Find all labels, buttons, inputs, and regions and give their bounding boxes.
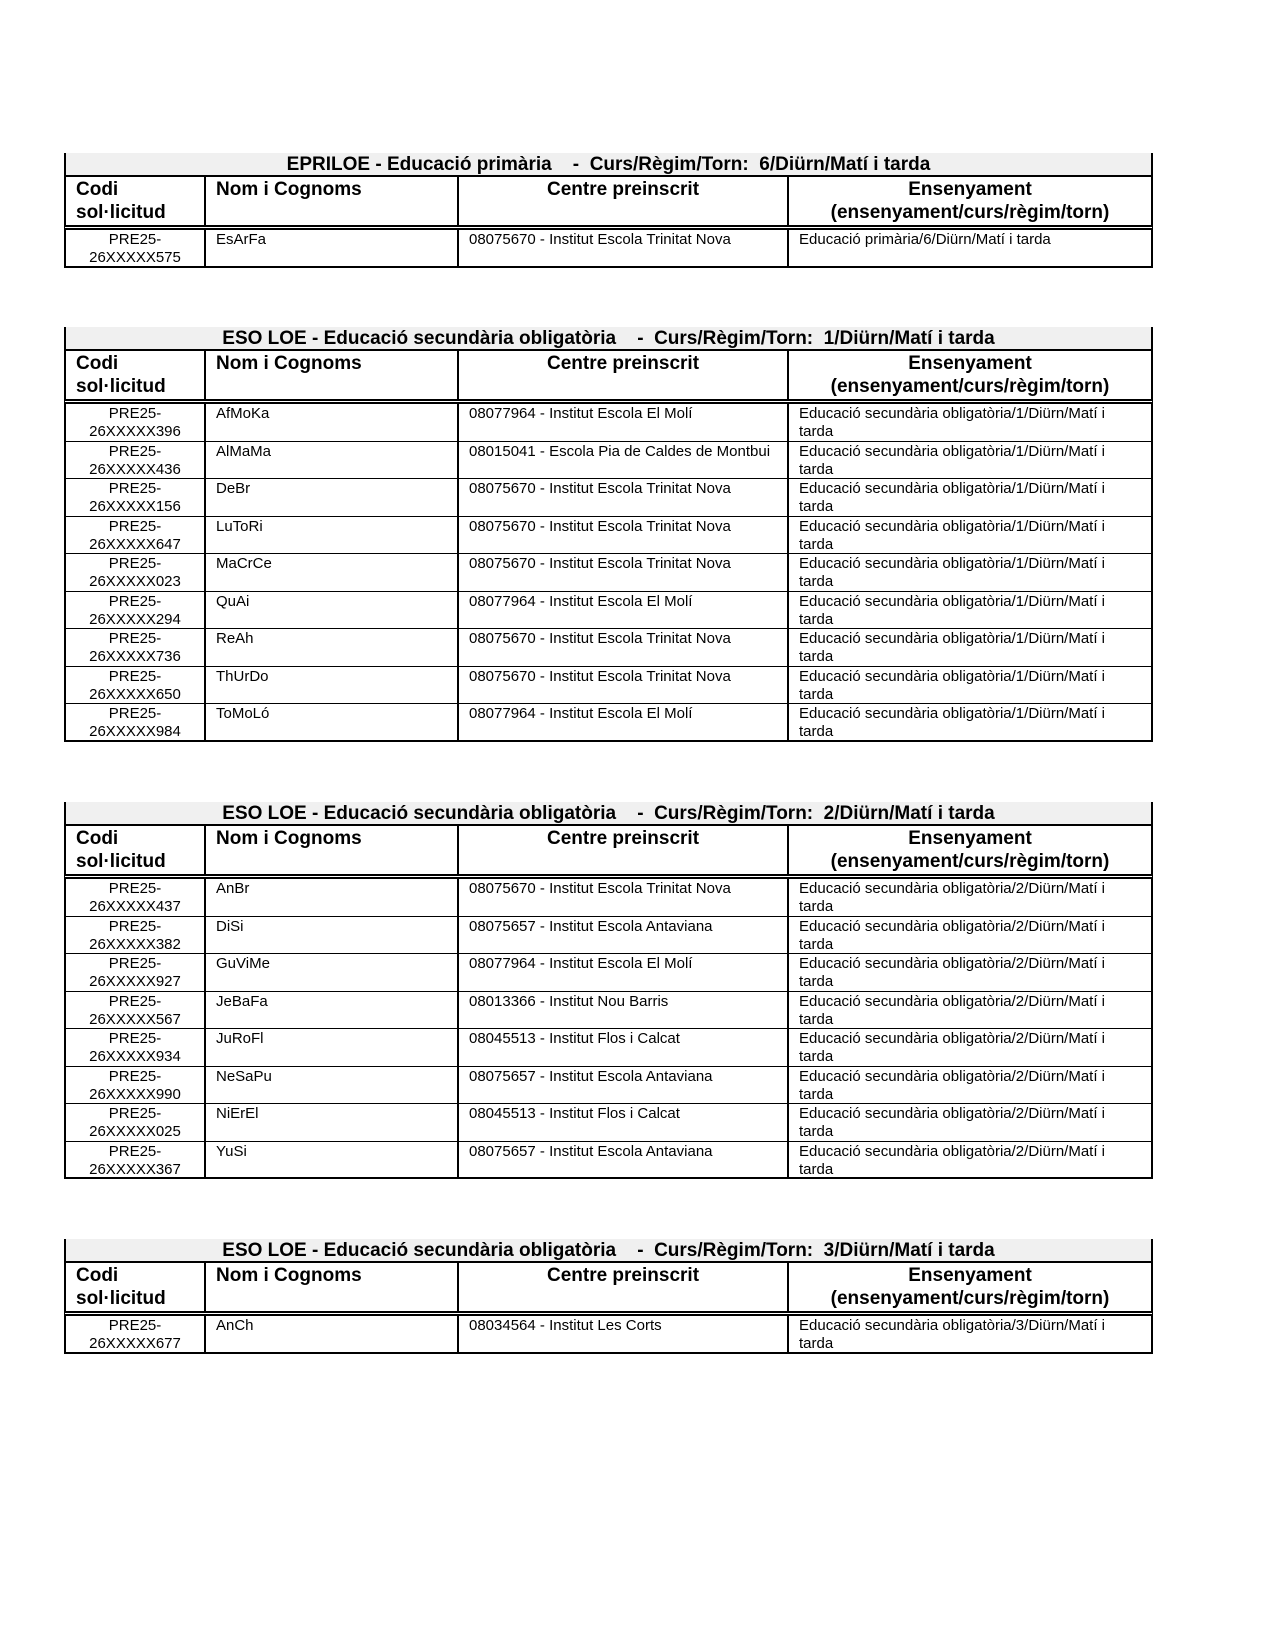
table-header-row <box>64 1263 1153 1316</box>
cell-centre: 08075670 - Institut Escola Trinitat Nova <box>459 230 789 266</box>
cell-codi: PRE25-26XXXXX396 <box>66 404 206 441</box>
header-ens-line1: Ensenyament <box>908 1265 1032 1286</box>
cell-nom: DiSi <box>206 917 459 954</box>
table-row <box>64 1067 1153 1105</box>
table-body <box>64 879 1153 1179</box>
cell-codi: PRE25-26XXXXX927 <box>66 954 206 991</box>
header-ens-line2: (ensenyament/curs/règim/torn) <box>830 851 1110 872</box>
table-row <box>64 629 1153 667</box>
header-nom: Nom i Cognoms <box>206 351 459 399</box>
table-body <box>64 230 1153 268</box>
cell-centre: 08075670 - Institut Escola Trinitat Nova <box>459 479 789 516</box>
cell-ensenyament: Educació secundària obligatòria/2/Diürn/Matí i tarda <box>799 880 1105 915</box>
cell-nom: NeSaPu <box>206 1067 459 1104</box>
table-row <box>64 704 1153 742</box>
cell-centre: 08077964 - Institut Escola El Molí <box>459 704 789 740</box>
cell-centre: 08077964 - Institut Escola El Molí <box>459 592 789 629</box>
cell-codi: PRE25-26XXXXX647 <box>66 517 206 554</box>
header-nom: Nom i Cognoms <box>206 177 459 225</box>
enrollment-table <box>64 1239 1153 1354</box>
cell-nom: ReAh <box>206 629 459 666</box>
table-row <box>64 404 1153 442</box>
cell-ensenyament: Educació secundària obligatòria/1/Diürn/Matí i tarda <box>799 480 1105 515</box>
table-row <box>64 954 1153 992</box>
table-header-row <box>64 826 1153 879</box>
table-row <box>64 442 1153 480</box>
cell-centre: 08077964 - Institut Escola El Molí <box>459 404 789 441</box>
cell-ensenyament: Educació secundària obligatòria/1/Diürn/Matí i tarda <box>799 705 1105 740</box>
table-header-row <box>64 177 1153 230</box>
cell-ensenyament: Educació primària/6/Diürn/Matí i tarda <box>799 231 1051 248</box>
table-row <box>64 230 1153 268</box>
enrollment-table <box>64 327 1153 742</box>
header-codi <box>66 1263 206 1311</box>
cell-centre: 08075670 - Institut Escola Trinitat Nova <box>459 879 789 916</box>
header-ens-line1: Ensenyament <box>908 828 1032 849</box>
cell-codi: PRE25-26XXXXX736 <box>66 629 206 666</box>
cell-centre: 08034564 - Institut Les Corts <box>459 1316 789 1352</box>
cell-codi: PRE25-26XXXXX677 <box>66 1316 206 1352</box>
header-ensenyament <box>789 1263 1151 1311</box>
header-ens-line2: (ensenyament/curs/règim/torn) <box>830 202 1110 223</box>
table-row <box>64 667 1153 705</box>
cell-centre: 08045513 - Institut Flos i Calcat <box>459 1029 789 1066</box>
header-codi <box>66 177 206 225</box>
table-row <box>64 479 1153 517</box>
header-codi-line1: Codi <box>76 353 119 374</box>
header-centre: Centre preinscrit <box>459 351 789 399</box>
cell-ensenyament: Educació secundària obligatòria/2/Diürn/Matí i tarda <box>799 1067 1105 1103</box>
header-codi-line2: sol·licitud <box>76 202 166 223</box>
cell-ensenyament: Educació secundària obligatòria/1/Diürn/Matí i tarda <box>799 592 1105 628</box>
table-body <box>64 1316 1153 1354</box>
cell-codi: PRE25-26XXXXX025 <box>66 1104 206 1141</box>
table-row <box>64 917 1153 955</box>
cell-nom: EsArFa <box>206 230 459 266</box>
table-row <box>64 592 1153 630</box>
cell-codi: PRE25-26XXXXX294 <box>66 592 206 629</box>
table-title: ESO LOE - Educació secundària obligatòria - Curs/Règim/Torn: 1/Diürn/Matí i tarda <box>64 327 1153 351</box>
cell-ensenyament: Educació secundària obligatòria/2/Diürn/Matí i tarda <box>799 992 1105 1028</box>
header-codi <box>66 826 206 874</box>
cell-centre: 08075657 - Institut Escola Antaviana <box>459 1142 789 1178</box>
header-codi-line1: Codi <box>76 1265 119 1286</box>
cell-ensenyament: Educació secundària obligatòria/2/Diürn/Matí i tarda <box>799 1142 1105 1177</box>
table-header-row <box>64 351 1153 404</box>
cell-centre: 08077964 - Institut Escola El Molí <box>459 954 789 991</box>
table-row <box>64 1142 1153 1180</box>
header-centre: Centre preinscrit <box>459 177 789 225</box>
table-row <box>64 1104 1153 1142</box>
table-title: EPRILOE - Educació primària - Curs/Règim/Torn: 6/Diürn/Matí i tarda <box>64 153 1153 177</box>
table-row <box>64 517 1153 555</box>
cell-ensenyament: Educació secundària obligatòria/1/Diürn/Matí i tarda <box>799 555 1105 590</box>
header-ens-line2: (ensenyament/curs/règim/torn) <box>830 1288 1110 1309</box>
cell-codi: PRE25-26XXXXX156 <box>66 479 206 516</box>
cell-codi: PRE25-26XXXXX990 <box>66 1067 206 1104</box>
header-nom: Nom i Cognoms <box>206 826 459 874</box>
cell-codi: PRE25-26XXXXX934 <box>66 1029 206 1066</box>
cell-centre: 08075670 - Institut Escola Trinitat Nova <box>459 517 789 554</box>
table-row <box>64 554 1153 592</box>
header-codi-line1: Codi <box>76 828 119 849</box>
cell-nom: JuRoFl <box>206 1029 459 1066</box>
cell-nom: AfMoKa <box>206 404 459 441</box>
header-codi-line1: Codi <box>76 179 119 200</box>
table-row <box>64 879 1153 917</box>
cell-ensenyament: Educació secundària obligatòria/1/Diürn/Matí i tarda <box>799 667 1105 703</box>
cell-nom: QuAi <box>206 592 459 629</box>
cell-codi: PRE25-26XXXXX650 <box>66 667 206 704</box>
cell-centre: 08075657 - Institut Escola Antaviana <box>459 917 789 954</box>
header-centre: Centre preinscrit <box>459 1263 789 1311</box>
cell-codi: PRE25-26XXXXX367 <box>66 1142 206 1178</box>
cell-centre: 08075657 - Institut Escola Antaviana <box>459 1067 789 1104</box>
cell-centre: 08045513 - Institut Flos i Calcat <box>459 1104 789 1141</box>
cell-codi: PRE25-26XXXXX023 <box>66 554 206 591</box>
cell-codi: PRE25-26XXXXX436 <box>66 442 206 479</box>
cell-nom: DeBr <box>206 479 459 516</box>
cell-ensenyament: Educació secundària obligatòria/1/Diürn/Matí i tarda <box>799 405 1105 440</box>
cell-centre: 08075670 - Institut Escola Trinitat Nova <box>459 667 789 704</box>
table-row <box>64 1029 1153 1067</box>
table-body <box>64 404 1153 742</box>
table-row <box>64 1316 1153 1354</box>
cell-ensenyament: Educació secundària obligatòria/3/Diürn/Matí i tarda <box>799 1317 1105 1352</box>
table-row <box>64 992 1153 1030</box>
cell-nom: AnBr <box>206 879 459 916</box>
cell-ensenyament: Educació secundària obligatòria/1/Diürn/Matí i tarda <box>799 517 1105 553</box>
cell-codi: PRE25-26XXXXX984 <box>66 704 206 740</box>
cell-nom: AnCh <box>206 1316 459 1352</box>
header-ensenyament <box>789 826 1151 874</box>
header-ensenyament <box>789 177 1151 225</box>
enrollment-table <box>64 802 1153 1179</box>
header-ens-line1: Ensenyament <box>908 353 1032 374</box>
cell-ensenyament: Educació secundària obligatòria/1/Diürn/Matí i tarda <box>799 630 1105 665</box>
header-codi-line2: sol·licitud <box>76 851 166 872</box>
cell-centre: 08075670 - Institut Escola Trinitat Nova <box>459 629 789 666</box>
enrollment-table <box>64 153 1153 268</box>
table-title: ESO LOE - Educació secundària obligatòria - Curs/Règim/Torn: 2/Diürn/Matí i tarda <box>64 802 1153 826</box>
cell-nom: ToMoLó <box>206 704 459 740</box>
cell-centre: 08075670 - Institut Escola Trinitat Nova <box>459 554 789 591</box>
cell-nom: NiErEl <box>206 1104 459 1141</box>
cell-codi: PRE25-26XXXXX575 <box>66 230 206 266</box>
header-nom: Nom i Cognoms <box>206 1263 459 1311</box>
header-ens-line1: Ensenyament <box>908 179 1032 200</box>
table-title: ESO LOE - Educació secundària obligatòria - Curs/Règim/Torn: 3/Diürn/Matí i tarda <box>64 1239 1153 1263</box>
cell-ensenyament: Educació secundària obligatòria/2/Diürn/Matí i tarda <box>799 1105 1105 1140</box>
cell-ensenyament: Educació secundària obligatòria/2/Diürn/Matí i tarda <box>799 917 1105 953</box>
cell-codi: PRE25-26XXXXX382 <box>66 917 206 954</box>
cell-ensenyament: Educació secundària obligatòria/1/Diürn/Matí i tarda <box>799 442 1105 478</box>
cell-ensenyament: Educació secundària obligatòria/2/Diürn/Matí i tarda <box>799 1030 1105 1065</box>
cell-nom: AlMaMa <box>206 442 459 479</box>
header-centre: Centre preinscrit <box>459 826 789 874</box>
header-codi-line2: sol·licitud <box>76 1288 166 1309</box>
cell-nom: ThUrDo <box>206 667 459 704</box>
header-codi <box>66 351 206 399</box>
cell-nom: MaCrCe <box>206 554 459 591</box>
cell-centre: 08013366 - Institut Nou Barris <box>459 992 789 1029</box>
cell-centre: 08015041 - Escola Pia de Caldes de Montbui <box>459 442 789 479</box>
cell-codi: PRE25-26XXXXX437 <box>66 879 206 916</box>
cell-ensenyament: Educació secundària obligatòria/2/Diürn/Matí i tarda <box>799 955 1105 990</box>
header-codi-line2: sol·licitud <box>76 376 166 397</box>
header-ens-line2: (ensenyament/curs/règim/torn) <box>830 376 1110 397</box>
cell-nom: YuSi <box>206 1142 459 1178</box>
cell-nom: GuViMe <box>206 954 459 991</box>
cell-codi: PRE25-26XXXXX567 <box>66 992 206 1029</box>
cell-nom: LuToRi <box>206 517 459 554</box>
header-ensenyament <box>789 351 1151 399</box>
cell-nom: JeBaFa <box>206 992 459 1029</box>
